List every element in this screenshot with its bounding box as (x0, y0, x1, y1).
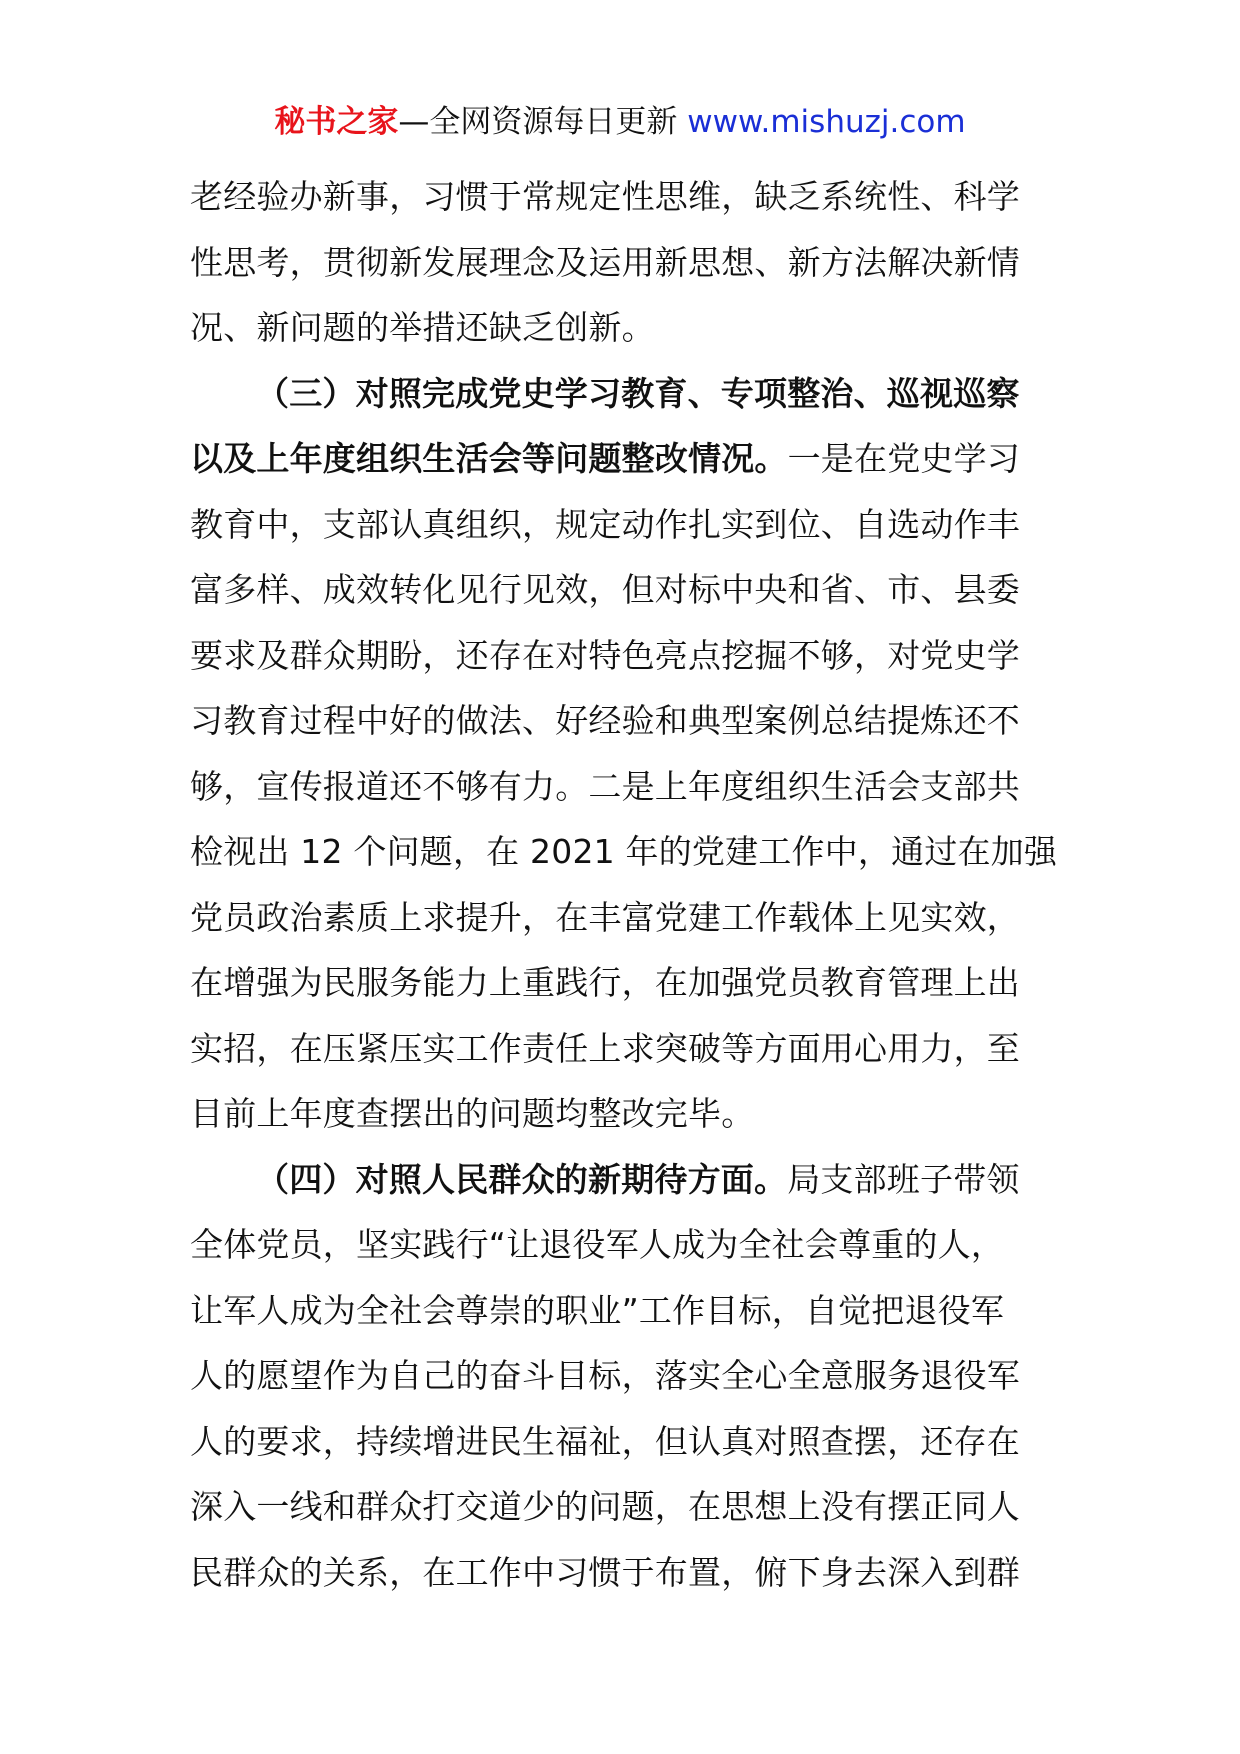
site-brand: 秘书之家 (274, 104, 399, 140)
body-line: 人的愿望作为自己的奋斗目标，落实全心全意服务退役军 (190, 1356, 1020, 1395)
body-line: 够，宣传报道还不够有力。二是上年度组织生活会支部共 (190, 766, 1020, 806)
body-line: 富多样、成效转化见行见效，但对标中央和省、市、县委 (190, 570, 1020, 609)
body-line: 全体党员，坚实践行“让退役军人成为全社会尊重的人， (190, 1225, 1005, 1264)
body-line: 人的要求，持续增进民生福祉，但认真对照查摆，还存在 (190, 1421, 1020, 1461)
body-line: 在增强为民服务能力上重践行，在加强党员教育管理上出 (190, 963, 1020, 1002)
section-heading-3: （三）对照完成党史学习教育、专项整治、巡视巡察 (256, 373, 1020, 413)
body-line: 习教育过程中好的做法、好经验和典型案例总结提炼还不 (190, 701, 1020, 740)
body-line: 民群众的关系，在工作中习惯于布置，俯下身去深入到群 (190, 1552, 1020, 1592)
body-line: 实招，在压紧压实工作责任上求突破等方面用心用力，至 (190, 1028, 1020, 1068)
section-heading-4 (190, 1147, 1052, 1213)
body-line: 让军人成为全社会尊崇的职业”工作目标，自觉把退役军 (190, 1290, 1005, 1330)
body-text: 一是在党史学习 (787, 439, 1021, 478)
site-tagline: —全网资源每日更新 (398, 104, 678, 140)
body-line: 检视出 12 个问题，在 2021 年的党建工作中，通过在加强 (190, 832, 1058, 871)
body-text: 局支部班子带领 (787, 1159, 1020, 1199)
body-line: 老经验办新事，习惯于常规定性思维，缺乏系统性、科学 (190, 177, 1020, 216)
site-header (0, 100, 1240, 144)
body-line: 党员政治素质上求提升，在丰富党建工作载体上见实效， (190, 897, 1020, 937)
site-url-link[interactable]: www.mishuzj.com (687, 104, 966, 140)
section-heading-3-continued (190, 426, 1052, 492)
body-line: 性思考，贯彻新发展理念及运用新思想、新方法解决新情 (190, 242, 1020, 282)
body-line: 要求及群众期盼，还存在对特色亮点挖掘不够，对党史学 (190, 635, 1020, 675)
document-body (190, 164, 1058, 1605)
body-line: 教育中，支部认真组织，规定动作扎实到位、自选动作丰 (190, 504, 1020, 544)
body-line: 况、新问题的举措还缺乏创新。 (190, 308, 655, 347)
heading-text: （四）对照人民群众的新期待方面。 (256, 1159, 788, 1199)
body-line: 深入一线和群众打交道少的问题，在思想上没有摆正同人 (190, 1487, 1020, 1526)
heading-text: 以及上年度组织生活会等问题整改情况。 (190, 439, 788, 478)
body-line: 目前上年度查摆出的问题均整改完毕。 (190, 1094, 755, 1133)
